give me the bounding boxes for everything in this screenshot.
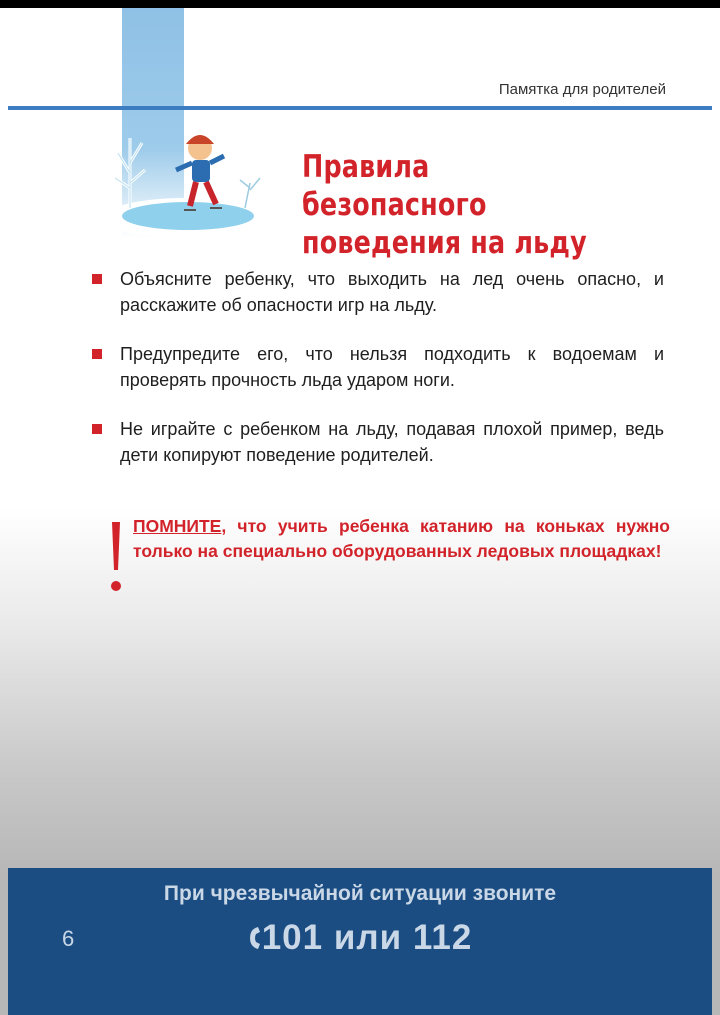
bullet-icon bbox=[92, 274, 102, 284]
page-number: 6 bbox=[62, 926, 75, 951]
phone-icon bbox=[248, 925, 262, 951]
warning-text bbox=[133, 514, 670, 564]
child-skating-illustration bbox=[100, 118, 280, 243]
header-label: Памятка для родителей bbox=[498, 81, 666, 98]
warning-block bbox=[100, 514, 670, 564]
rule-text: Не играйте с ребенком на льду, подавая плохой пример, ведь дети копируют поведение родителей. bbox=[120, 419, 664, 465]
emergency-text: При чрезвычайной ситуации звоните bbox=[163, 882, 557, 905]
title-line-2: поведения на льду bbox=[302, 225, 587, 261]
title-line-1: Правила безопасного bbox=[302, 149, 487, 223]
warning-emphasis: ПОМНИТЕ bbox=[133, 516, 222, 536]
list-item bbox=[92, 341, 664, 393]
rule-text: Предупредите его, что нельзя подходить к водоемам и проверять прочность льда ударом ноги. bbox=[120, 344, 664, 390]
exclamation-icon bbox=[106, 520, 126, 600]
list-item bbox=[92, 416, 664, 468]
rules-list bbox=[92, 266, 664, 491]
rule-text: Объясните ребенку, что выходить на лед очень опасно, и расскажите об опасности игр на льду. bbox=[120, 269, 664, 315]
emergency-numbers-text: 101 или 112 bbox=[261, 918, 473, 957]
header-divider bbox=[8, 106, 712, 110]
list-item bbox=[92, 266, 664, 318]
warning-body: , что учить ребенка катанию на коньках нужно только на специально оборудованных ледовых площадках! bbox=[133, 516, 670, 561]
bullet-icon bbox=[92, 424, 102, 434]
bullet-icon bbox=[92, 349, 102, 359]
page-title bbox=[302, 148, 597, 262]
footer-banner bbox=[8, 868, 712, 1015]
leaflet-page bbox=[0, 8, 720, 1015]
emergency-numbers bbox=[8, 918, 712, 958]
